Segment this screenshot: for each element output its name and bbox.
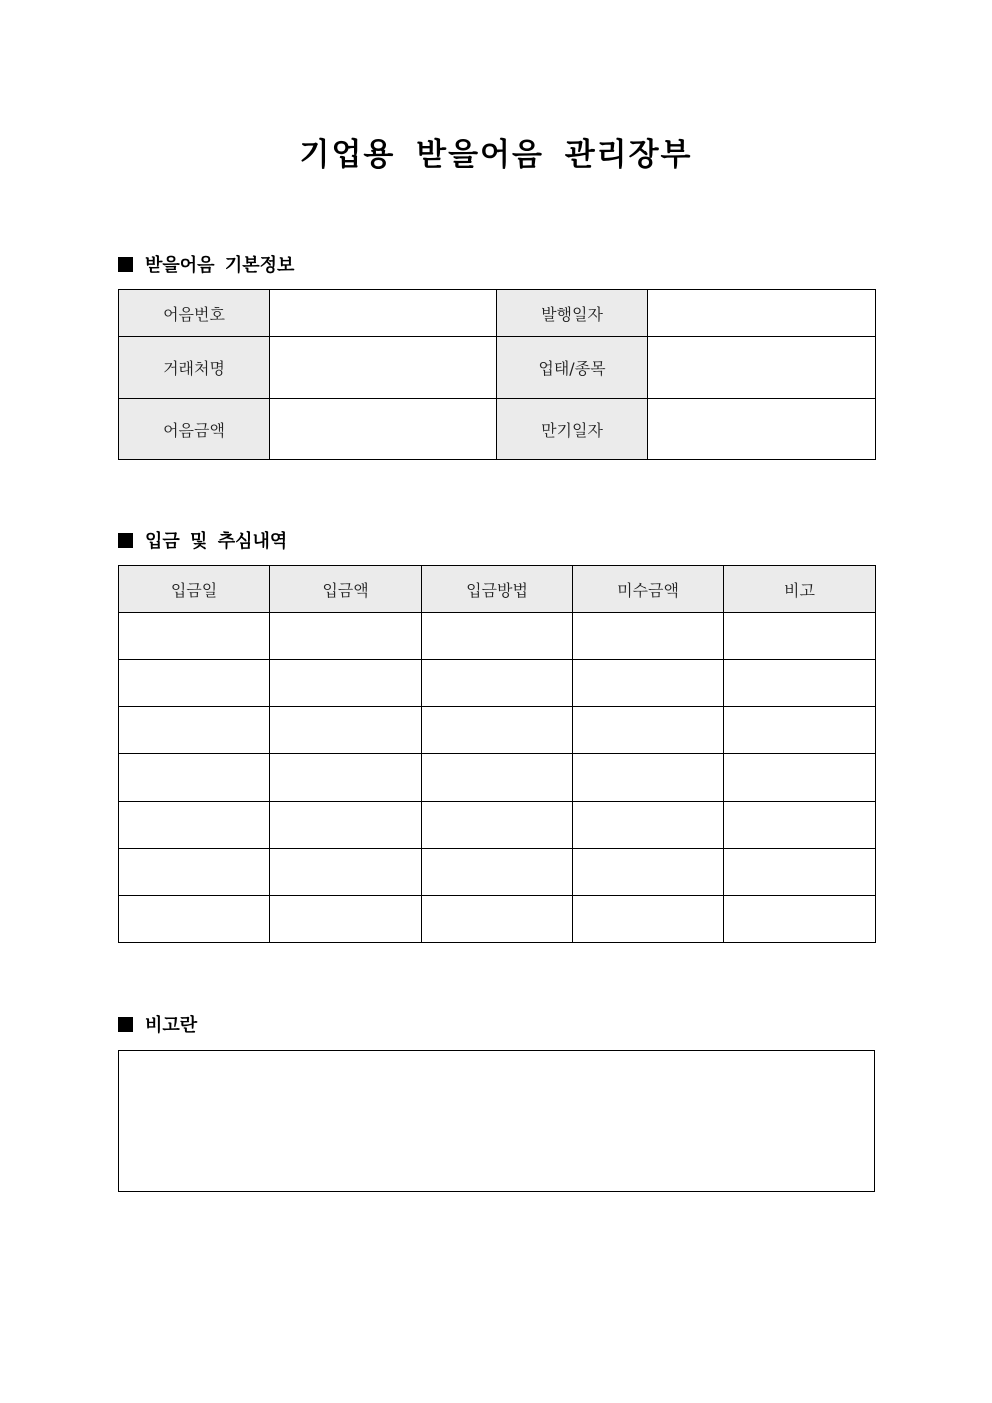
table-cell[interactable]: [270, 660, 422, 707]
table-row: [119, 660, 876, 707]
square-bullet-icon: [118, 1017, 133, 1032]
table-cell[interactable]: [724, 849, 876, 896]
section-title: 받을어음 기본정보: [145, 255, 295, 276]
field-label: 어음금액: [119, 399, 270, 460]
table-cell[interactable]: [724, 660, 876, 707]
business-type-field[interactable]: [648, 337, 876, 399]
table-cell[interactable]: [422, 660, 573, 707]
table-cell[interactable]: [422, 613, 573, 660]
table-cell[interactable]: [119, 896, 270, 943]
table-cell[interactable]: [119, 802, 270, 849]
table-cell[interactable]: [422, 802, 573, 849]
memo-box[interactable]: [118, 1050, 875, 1192]
table-cell[interactable]: [724, 613, 876, 660]
column-header: 입금방법: [422, 566, 573, 613]
field-label: 만기일자: [497, 399, 648, 460]
table-row: [119, 849, 876, 896]
payments-table: [118, 565, 876, 943]
table-cell[interactable]: [270, 613, 422, 660]
table-cell[interactable]: [573, 613, 724, 660]
table-cell[interactable]: [119, 707, 270, 754]
table-cell[interactable]: [270, 754, 422, 802]
section-heading-basic-info: [118, 252, 294, 276]
table-cell[interactable]: [119, 754, 270, 802]
table-header-row: [119, 566, 876, 613]
section-heading-memo: [118, 1012, 197, 1036]
table-row: [119, 290, 876, 337]
column-header: 미수금액: [573, 566, 724, 613]
table-cell[interactable]: [119, 849, 270, 896]
column-header: 비고: [724, 566, 876, 613]
table-cell[interactable]: [422, 849, 573, 896]
bill-amount-field[interactable]: [270, 399, 497, 460]
table-cell[interactable]: [422, 754, 573, 802]
table-cell[interactable]: [270, 896, 422, 943]
table-cell[interactable]: [422, 896, 573, 943]
column-header: 입금액: [270, 566, 422, 613]
table-cell[interactable]: [573, 707, 724, 754]
square-bullet-icon: [118, 533, 133, 548]
section-title: 입금 및 추심내역: [145, 531, 288, 552]
field-label: 업태/종목: [497, 337, 648, 399]
table-cell[interactable]: [724, 754, 876, 802]
section-heading-payments: [118, 528, 287, 552]
field-label: 발행일자: [497, 290, 648, 337]
column-header: 입금일: [119, 566, 270, 613]
table-cell[interactable]: [573, 849, 724, 896]
maturity-date-field[interactable]: [648, 399, 876, 460]
table-cell[interactable]: [573, 660, 724, 707]
table-cell[interactable]: [724, 896, 876, 943]
table-cell[interactable]: [119, 660, 270, 707]
table-cell[interactable]: [119, 613, 270, 660]
table-row: [119, 613, 876, 660]
square-bullet-icon: [118, 257, 133, 272]
table-row: [119, 707, 876, 754]
section-title: 비고란: [145, 1015, 198, 1036]
table-cell[interactable]: [270, 802, 422, 849]
field-label: 어음번호: [119, 290, 270, 337]
table-row: [119, 337, 876, 399]
table-cell[interactable]: [724, 802, 876, 849]
table-cell[interactable]: [573, 802, 724, 849]
document-title: 기업용 받을어음 관리장부: [299, 137, 693, 173]
issue-date-field[interactable]: [648, 290, 876, 337]
table-row: [119, 754, 876, 802]
bill-number-field[interactable]: [270, 290, 497, 337]
table-row: [119, 802, 876, 849]
basic-info-table: [118, 289, 876, 460]
table-row: [119, 896, 876, 943]
table-cell[interactable]: [573, 754, 724, 802]
client-name-field[interactable]: [270, 337, 497, 399]
table-cell[interactable]: [270, 849, 422, 896]
table-cell[interactable]: [422, 707, 573, 754]
field-label: 거래처명: [119, 337, 270, 399]
table-cell[interactable]: [573, 896, 724, 943]
table-cell[interactable]: [270, 707, 422, 754]
table-cell[interactable]: [724, 707, 876, 754]
table-row: [119, 399, 876, 460]
